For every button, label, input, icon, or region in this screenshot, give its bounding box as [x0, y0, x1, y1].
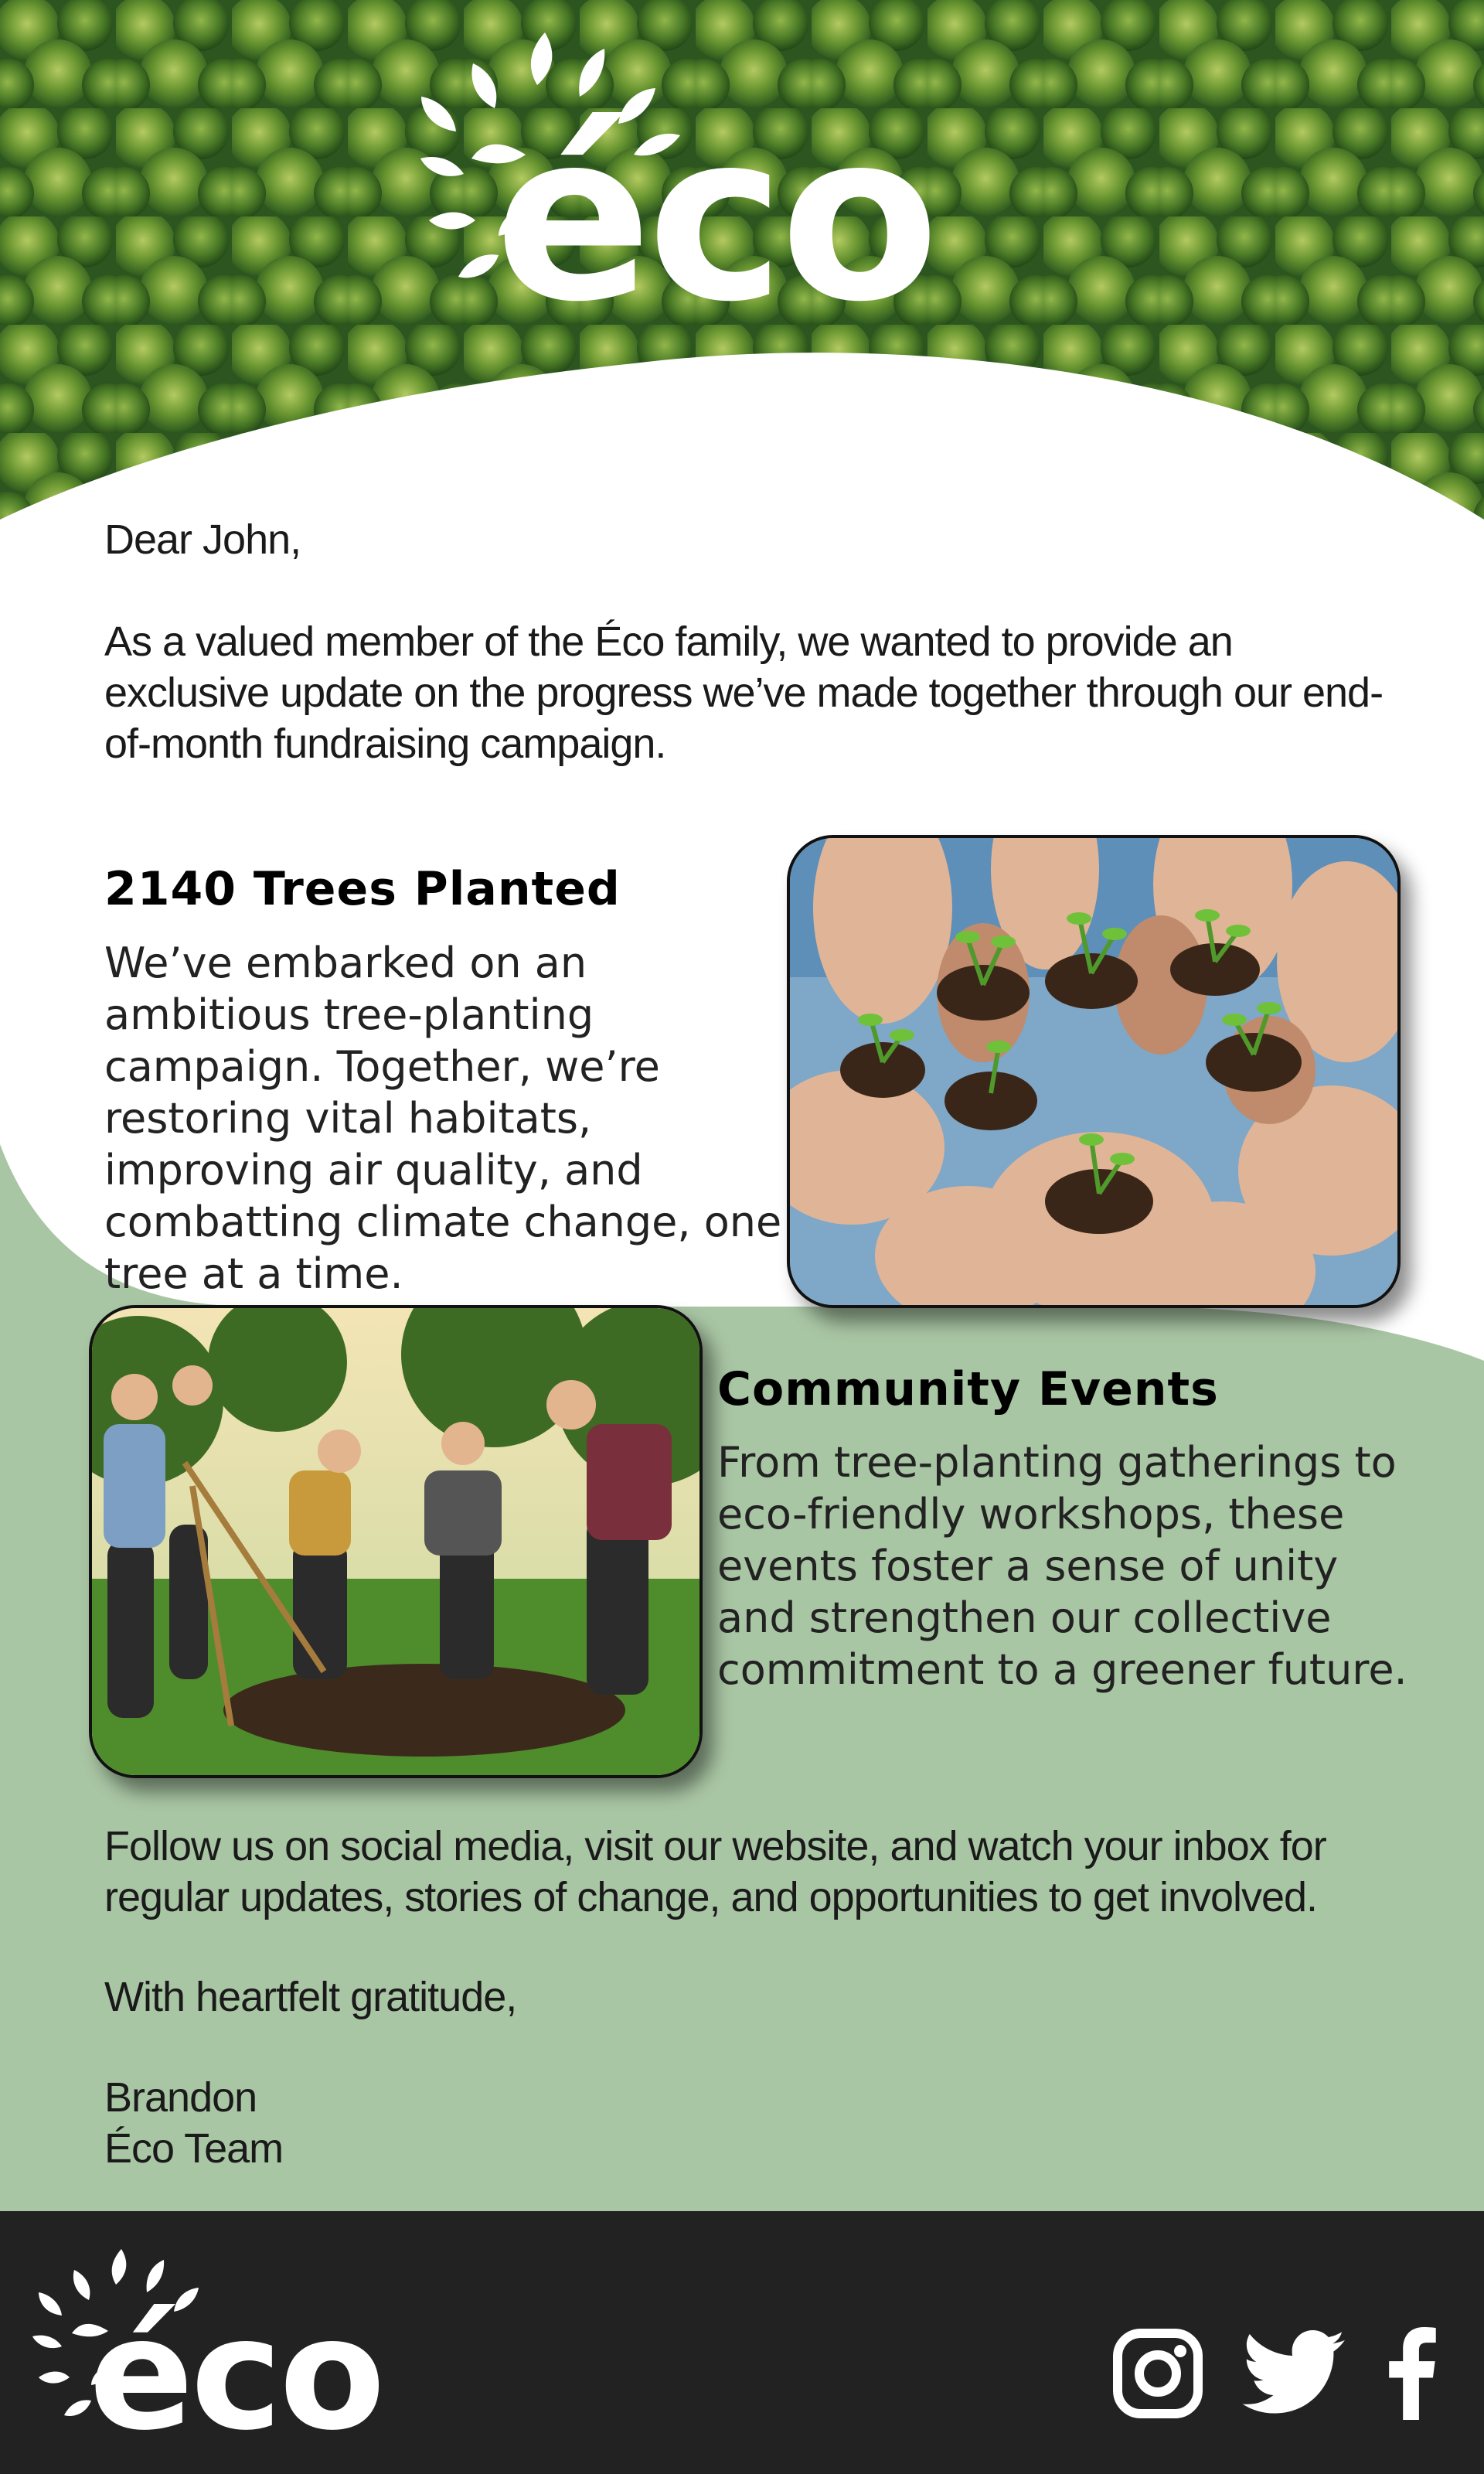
section-heading-events: Community Events: [717, 1362, 1219, 1416]
section-heading-trees: 2140 Trees Planted: [104, 862, 621, 916]
section-body-trees: We’ve embarked on an ambitious tree-planting campaign. Together, we’re restoring vital habitats, improving air quality, and combatting climate change, one tree at a time.: [104, 939, 782, 1298]
signer-name: Brandon: [104, 2074, 257, 2121]
logo-wordmark: éco: [495, 83, 935, 332]
team-name: Éco Team: [104, 2125, 284, 2172]
facebook-icon[interactable]: [1376, 2323, 1445, 2424]
section-body-events: From tree-planting gatherings to eco-friendly workshops, these events foster a sense of unity and strengthen our collective commitment to a greener future.: [717, 1438, 1407, 1694]
greeting: Dear John,: [104, 516, 301, 563]
hands-holding-seedlings-photo: [787, 835, 1401, 1308]
community-planting-photo: [89, 1305, 703, 1778]
follow-paragraph: Follow us on social media, visit our website, and watch your inbox for regular updates, stories of change, and opportunities to get involved.: [104, 1823, 1326, 1920]
instagram-icon[interactable]: [1109, 2323, 1206, 2424]
footer-eco-logo[interactable]: [31, 2242, 441, 2451]
footer-logo-wordmark: éco: [89, 2285, 383, 2451]
closing-line: With heartfelt gratitude,: [104, 1974, 517, 2020]
eco-logo: [410, 23, 1013, 332]
twitter-icon[interactable]: [1241, 2323, 1349, 2424]
intro-paragraph: As a valued member of the Éco family, we wanted to provide an exclusive update on the progress we’ve made together through our end-of-month fundraising campaign.: [104, 618, 1384, 767]
